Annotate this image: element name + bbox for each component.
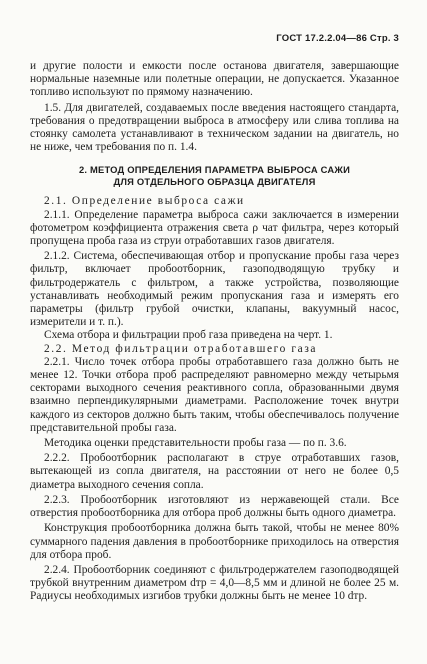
paragraph-2-1-2: 2.1.2. Система, обеспечивающая отбор и пропускание пробы газа через фильтр, включает пробоотборник, газоподводящую трубку и фильтродержатель с фильтром, а также устройства, позволяющие устанавливать необходимый режим пропускания газа и измерять его параметры (фильтр грубой очистки, клапаны, вакуумный насос, измерители и т. п.). [30, 250, 399, 329]
page-header: ГОСТ 17.2.2.04—86 Стр. 3 [276, 33, 399, 44]
section-title-line-1: 2. МЕТОД ОПРЕДЕЛЕНИЯ ПАРАМЕТРА ВЫБРОСА САЖИ [78, 164, 351, 176]
paragraph-2-2-3: 2.2.3. Пробоотборник изготовляют из нержавеющей стали. Все отверстия пробоотборника для отбора проб должны быть одного диаметра. [30, 493, 399, 520]
document-body [30, 60, 399, 604]
paragraph-continuation: и другие полости и емкости после останова двигателя, завершающие нормальные наземные или полетные операции, не допускается. Указанное топливо используют по прямому назначению. [30, 60, 399, 99]
paragraph-2-2-1-method: Методика оценки представительности пробы газа — по п. 3.6. [44, 437, 347, 450]
paragraph-2-2-2: 2.2.2. Пробоотборник располагают в струе отработавших газов, вытекающей из сопла двигателя, на расстоянии от него не более 0,5 диаметра выходного сечения сопла. [30, 452, 399, 491]
scheme-note: Схема отбора и фильтрации проб газа приведена на черт. 1. [44, 329, 333, 342]
paragraph-2-2-3-design: Конструкция пробоотборника должна быть такой, чтобы не менее 80% суммарного падения давления в пробоотборнике приходилось на отверстия для отбора проб. [30, 522, 399, 561]
paragraph-1-5: 1.5. Для двигателей, создаваемых после введения настоящего стандарта, требования о предотвращении выброса в атмосферу или слива топлива на стоянку самолета устанавливают в техническом задании на двигатель, но не ниже, чем требования по п. 1.4. [30, 101, 399, 154]
subsection-2-2-heading: 2.2. Метод фильтрации отработавшего газа [44, 342, 318, 355]
section-title [30, 164, 399, 188]
subsection-2-1-heading: 2.1. Определение выброса сажи [44, 195, 245, 208]
section-title-line-2: ДЛЯ ОТДЕЛЬНОГО ОБРАЗЦА ДВИГАТЕЛЯ [113, 176, 316, 188]
paragraph-2-2-1: 2.2.1. Число точек отбора пробы отработавшего газа должно быть не менее 12. Точки отбора проб распределяют равномерно между четырьмя секторами выходного сечения реактивного сопла, образованными двумя взаимно перпендикулярными диаметрами. Расположение точек внутри каждого из секторов должно быть таким, чтобы обеспечивалось получение представительной пробы газа. [30, 355, 399, 434]
paragraph-2-1-1: 2.1.1. Определение параметра выброса сажи заключается в измерении фотометром коэффициента отражения света ρ чат фильтра, через который пропущена проба газа из струи отработавших газов двигателя. [30, 208, 399, 248]
paragraph-2-2-4: 2.2.4. Пробоотборник соединяют с фильтродержателем газоподводящей трубкой внутренним диаметром dтр = 4,0—8,5 мм и длиной не более 25 м. Радиусы необходимых изгибов трубки должны быть не менее 10 dтр. [30, 563, 399, 603]
